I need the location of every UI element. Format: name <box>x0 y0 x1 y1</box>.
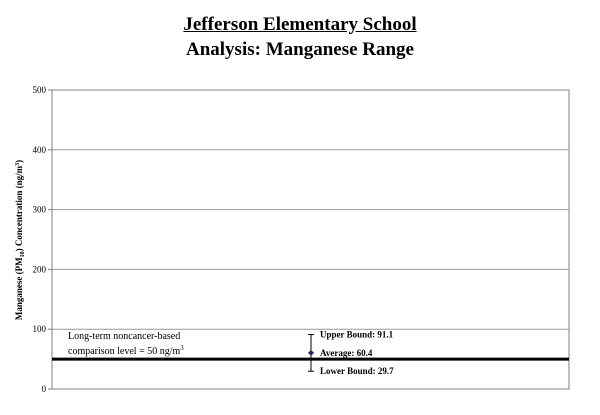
y-tick-label: 300 <box>32 204 46 215</box>
y-axis-label-sub: 10 <box>20 251 26 258</box>
reference-label-line2 <box>68 344 184 357</box>
upper-bound-annotation: Upper Bound: 91.1 <box>320 329 394 340</box>
y-axis-label-sup: 3 <box>15 162 21 166</box>
y-tick-labels <box>33 85 53 394</box>
y-tick-label: 400 <box>32 144 46 155</box>
y-tick-label: 200 <box>32 264 46 275</box>
lower-bound-annotation: Lower Bound: 29.7 <box>320 366 394 377</box>
y-axis-label <box>14 160 26 320</box>
y-tick-label: 100 <box>32 324 46 335</box>
chart-subtitle: Analysis: Manganese Range <box>185 39 414 60</box>
reference-label-line2-text: comparison level = 50 ng/m <box>68 346 181 357</box>
reference-label-line2-sup: 3 <box>180 344 184 352</box>
y-tick-label: 0 <box>41 384 46 394</box>
y-axis-label-prefix: Manganese (PM <box>14 257 24 321</box>
chart-title: Jefferson Elementary School <box>183 14 417 35</box>
y-axis-label-middle: ) Concentration (ng/m <box>14 165 24 252</box>
reference-label-line1: Long-term noncancer-based <box>68 331 181 342</box>
y-tick-label: 500 <box>32 85 46 95</box>
y-axis-label-suffix: ) <box>14 159 24 163</box>
average-annotation: Average: 60.4 <box>320 347 373 358</box>
